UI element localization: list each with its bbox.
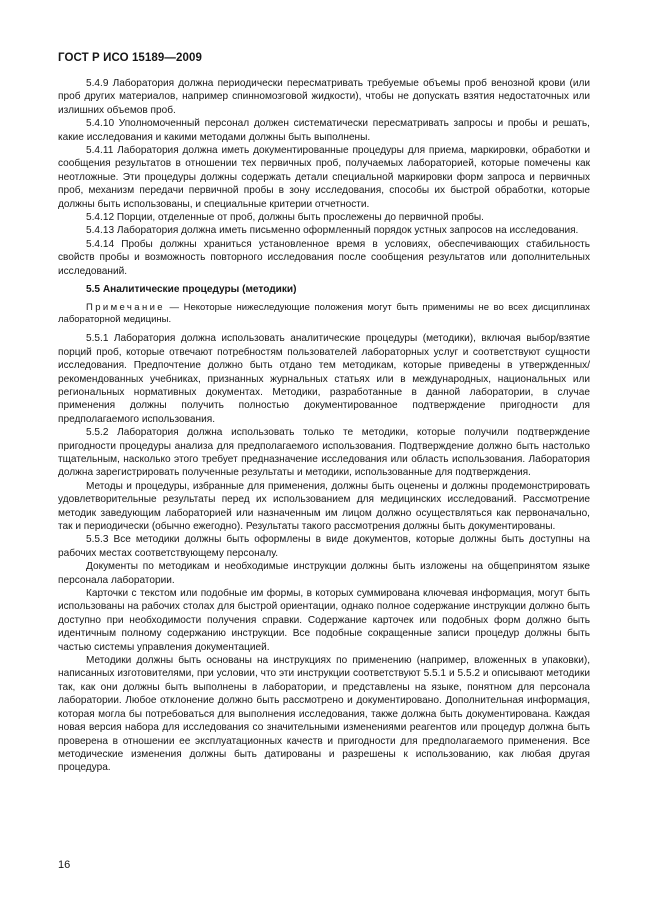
clause-5-4-14: 5.4.14 Пробы должны храниться установленное время в условиях, обеспечивающих стабильность свойств пробы и возможность повторного исследования после сообщения результатов или дополнительных исследований.	[58, 238, 590, 277]
clause-5-4-13: 5.4.13 Лаборатория должна иметь письменно оформленный порядок устных запросов на исследования.	[86, 225, 579, 237]
paragraph-manufacturer-instructions: Методики должны быть основаны на инструкциях по применению (например, вложенных в упаковки), написанных изготовителями, при условии, что эти инструкции соответствуют 5.5.1 и 5.5.2 и описывают методики так, как они должны быть выполнены в лаборатории, и представлены на языке, понятном для персонала лаборатории. Любое отклонение должно быть рассмотрено и документировано. Дополнительная информация, которая могла бы потребоваться для выполнения исследования, также должна быть документирована. Каждая новая версия набора для исследования со значительными изменениями реагентов или процедур должна быть проверена в отношении ее эксплуатационных качеств и пригодности для предполагаемого применения. Все методические изменения должны быть датированы и разрешены к использованию, как любая другая процедура.	[58, 655, 590, 774]
clause-5-4-12: 5.4.12 Порции, отделенные от проб, должны быть прослежены до первичной пробы.	[86, 212, 484, 224]
clause-5-4-10: 5.4.10 Уполномоченный персонал должен систематически пересматривать запросы и пробы и решать, какие исследования и какими методами должны быть выполнены.	[58, 118, 590, 143]
paragraph-cards: Карточки с текстом или подобные им формы, в которых суммирована ключевая информация, могут быть использованы на рабочих столах для быстрой ориентации, однако полное содержание инструкции должно быть доступно при необходимости получения справки. Содержание карточек или подобных форм должно быть идентичным полному содержанию инструкции. Все подобные сокращенные записи процедур должны быть частью системы управления документацией.	[58, 588, 590, 653]
note	[58, 302, 590, 327]
clause-5-5-3: 5.5.3 Все методики должны быть оформлены в виде документов, которые должны быть доступны на рабочих местах соответствующему персоналу.	[58, 534, 590, 559]
note-label: Примечание	[86, 301, 165, 313]
clause-5-5-2: 5.5.2 Лаборатория должна использовать только те методики, которые получили подтверждение пригодности процедуры анализа для предполагаемого использования. Подтверждение должно быть настолько тщательным, насколько этого требует предназначение исследования или область использования. Лаборатория должна зарегистрировать полученные результаты и методики, использованные для подтверждения.	[58, 427, 590, 479]
clause-5-5-1: 5.5.1 Лаборатория должна использовать аналитические процедуры (методики), включая выбор/взятие порций проб, которые отвечают потребностям пользователей лабораторных услуг и соответствуют сущности исследования. Предпочтение должно быть отдано тем методикам, которые приведены в утвержденных/рекомендованных учебниках, признанных журнальных статьях или в международных, национальных или региональных нормативных документах. Методики, разработанные в данной лаборатории, в случае применения должны получить полностью документированное подтверждение пригодности для предполагаемого использования.	[58, 333, 590, 425]
paragraph-methods-review: Методы и процедуры, избранные для применения, должны быть оценены и должны продемонстрировать удовлетворительные результаты перед их использованием для медицинских исследований. Рассмотрение методик заведующим лабораторией или назначенным им лицом должно осуществляться как первоначально, так и периодически (обычно ежегодно). Результаты такого рассмотрения должны быть документированы.	[58, 480, 590, 532]
page-header: ГОСТ Р ИСО 15189—2009	[58, 52, 203, 64]
page-number: 16	[58, 859, 71, 871]
note-text: — Некоторые нижеследующие положения могут быть применимы не во всех дисциплинах лабораторной медицины.	[58, 301, 590, 325]
clause-5-4-9: 5.4.9 Лаборатория должна периодически пересматривать требуемые объемы проб венозной крови (или проб других материалов, например спинномозговой жидкости), чтобы не допускать взятия недостаточных или излишних объемов проб.	[58, 78, 590, 116]
clause-5-4-11: 5.4.11 Лаборатория должна иметь документированные процедуры для приема, маркировки, обработки и сообщения результатов в отношении тех первичных проб, получаемых лабораторией, которые помечены как неотложные. Эти процедуры должны содержать детали специальной маркировки форм запроса и первичных проб, механизм передачи первичной пробы в зону исследования, способы их быстрой обработки, которые должны быть использованы, и специальные критерии отчетности.	[58, 145, 590, 210]
section-heading: 5.5 Аналитические процедуры (методики)	[86, 284, 297, 296]
document-body	[58, 77, 590, 775]
paragraph-docs-language: Документы по методикам и необходимые инструкции должны быть изложены на общепринятом языке персонала лаборатории.	[58, 561, 590, 586]
